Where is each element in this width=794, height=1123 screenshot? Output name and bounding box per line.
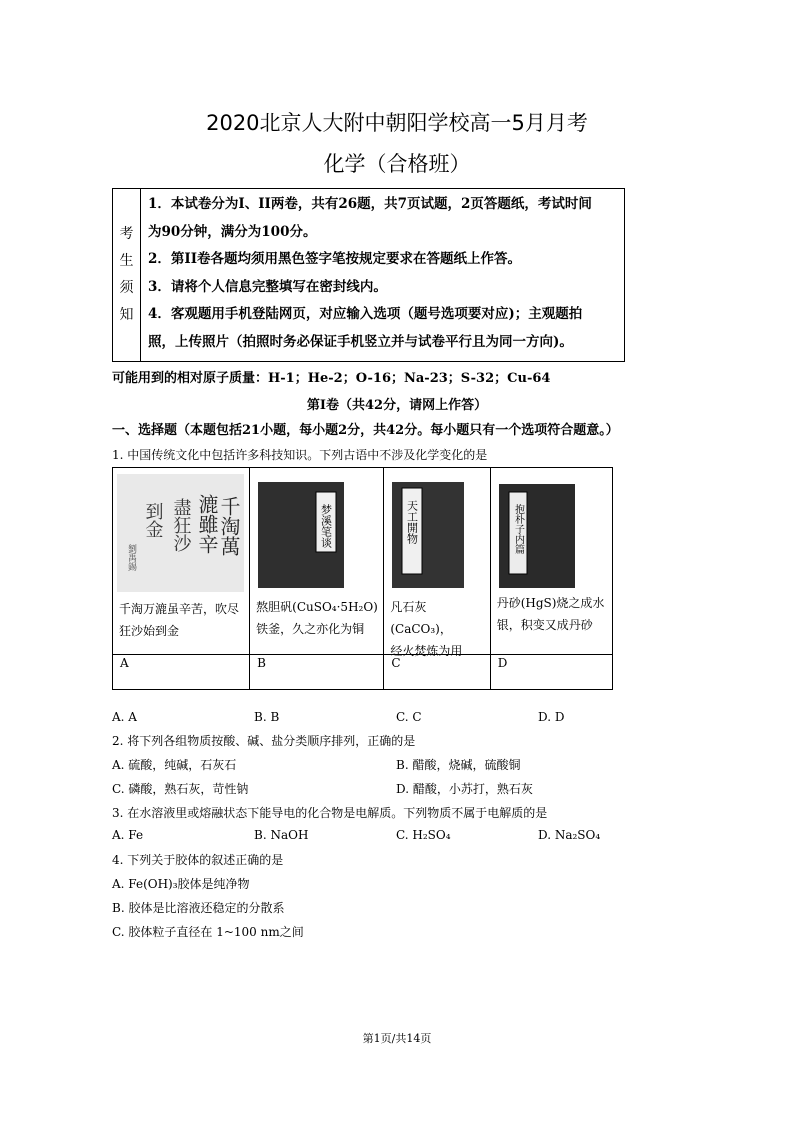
section1-title: 一、选择题（本题包括21小题，每小题2分，共42分。每小题只有一个选项符合题意。）	[112, 423, 619, 438]
question-1-stem: 1. 中国传统文化中包括许多科技知识。下列古语中不涉及化学变化的是	[112, 448, 488, 462]
notice-label	[113, 189, 141, 361]
book-title-text: 抱朴子内篇	[512, 504, 524, 554]
notice-line: 2．第II卷各题均须用黑色签字笔按规定要求在答题纸上作答。	[148, 251, 522, 267]
q2-choice-b[interactable]: B. 醋酸，烧碱，硫酸铜	[396, 758, 521, 772]
book-cover-image	[258, 482, 344, 588]
q3-choice-d[interactable]: D. Na₂SO₄	[538, 828, 601, 842]
question-2-stem: 2. 将下列各组物质按酸、碱、盐分类顺序排列，正确的是	[112, 734, 416, 748]
book-title-text: 天工開物	[405, 500, 419, 544]
q1-choice-c[interactable]: C. C	[396, 710, 422, 724]
atomic-mass-line: 可能用到的相对原子质量：H-1；He-2；O-16；Na-23；S-32；Cu-64	[112, 371, 551, 386]
q3-choice-c[interactable]: C. H₂SO₄	[396, 828, 451, 842]
part1-title: 第I卷（共42分，请网上作答）	[306, 398, 488, 413]
caption-line: 千淘万漉虽辛苦，吹尽	[119, 602, 240, 616]
q1-choice-d[interactable]: D. D	[538, 710, 565, 724]
caption-line: 狂沙始到金	[119, 624, 180, 638]
notice-label-char: 生	[119, 253, 134, 269]
notice-label-char: 考	[119, 226, 134, 242]
notice-line: 1．本试卷分为I、II两卷，共有26题，共7页试题，2页答题纸，考试时间	[148, 196, 592, 212]
notice-line: 4．客观题用手机登陆网页，对应输入选项（题号选项要对应)；主观题拍	[148, 306, 583, 322]
option-b-letter: B	[250, 655, 384, 690]
q2-choice-d[interactable]: D. 醋酸，小苏打，熟石灰	[396, 782, 533, 796]
q3-choice-b[interactable]: B. NaOH	[254, 828, 309, 842]
page-footer: 第1页/共14页	[362, 1032, 432, 1045]
option-d-caption	[497, 592, 608, 636]
notice-text	[148, 191, 618, 356]
book-cover-image	[499, 484, 575, 588]
q4-choice-c[interactable]: C. 胶体粒子直径在 1~100 nm之间	[112, 925, 304, 939]
exam-title: 2020北京人大附中朝阳学校高一5月月考	[206, 111, 588, 135]
option-c-cell	[384, 468, 490, 658]
book-title-text: 梦溪笔谈	[319, 504, 333, 548]
caption-line: 银，积变又成丹砂	[496, 618, 593, 632]
svg-text:到金: 到金	[142, 502, 164, 538]
option-d-letter: D	[490, 655, 612, 690]
caption-line: 铁釜，久之亦化为铜	[256, 622, 365, 636]
q2-choice-c[interactable]: C. 磷酸，熟石灰，苛性钠	[112, 782, 249, 796]
notice-label-char: 须	[119, 280, 134, 296]
caption-line: 熬胆矾(CuSO₄·5H₂O)	[256, 600, 378, 614]
exam-subtitle: 化学（合格班）	[323, 152, 471, 176]
calligraphy-image	[117, 474, 244, 592]
question-3-stem: 3. 在水溶液里或熔融状态下能导电的化合物是电解质。下列物质不属于电解质的是	[112, 806, 548, 820]
notice-line: 照，上传照片（拍照时务必保证手机竖立并与试卷平行且为同一方向)。	[148, 333, 573, 350]
q1-choice-b[interactable]: B. B	[254, 710, 280, 724]
question-4-stem: 4. 下列关于胶体的叙述正确的是	[112, 853, 284, 867]
q4-choice-a[interactable]: A. Fe(OH)₃胶体是纯净物	[112, 877, 250, 891]
option-c-letter: C	[384, 655, 490, 690]
option-a-caption	[119, 598, 245, 642]
option-a-cell	[113, 468, 250, 655]
option-b-cell	[250, 468, 384, 655]
svg-text:盡狂沙: 盡狂沙	[170, 498, 192, 552]
caption-line: 丹砂(HgS)烧之成水	[496, 596, 605, 610]
notice-line: 为90分钟，满分为100分。	[148, 223, 317, 240]
svg-text:漉雖辛: 漉雖辛	[195, 494, 219, 554]
book-cover-image	[392, 482, 464, 588]
caption-line: 凡石灰(CaCO₃)，	[390, 600, 452, 636]
option-d-cell	[490, 468, 612, 655]
q1-choice-a[interactable]: A. A	[112, 710, 137, 724]
option-c-caption	[390, 596, 485, 662]
q2-choice-a[interactable]: A. 硫酸，纯碱，石灰石	[112, 758, 237, 772]
option-a-letter: A	[113, 655, 250, 690]
svg-text:劉禹錫: 劉禹錫	[126, 544, 136, 571]
svg-text:千淘萬: 千淘萬	[217, 496, 241, 556]
q3-choice-a[interactable]: A. Fe	[112, 828, 144, 842]
notice-label-char: 知	[119, 307, 134, 323]
option-b-caption	[256, 596, 379, 640]
q4-choice-b[interactable]: B. 胶体是比溶液还稳定的分散系	[112, 901, 285, 915]
notice-line: 3．请将个人信息完整填写在密封线内。	[148, 278, 387, 295]
notice-box	[112, 188, 625, 362]
caption-line: 经火焚炼为用	[390, 644, 463, 658]
question-1-options-table	[112, 467, 613, 690]
